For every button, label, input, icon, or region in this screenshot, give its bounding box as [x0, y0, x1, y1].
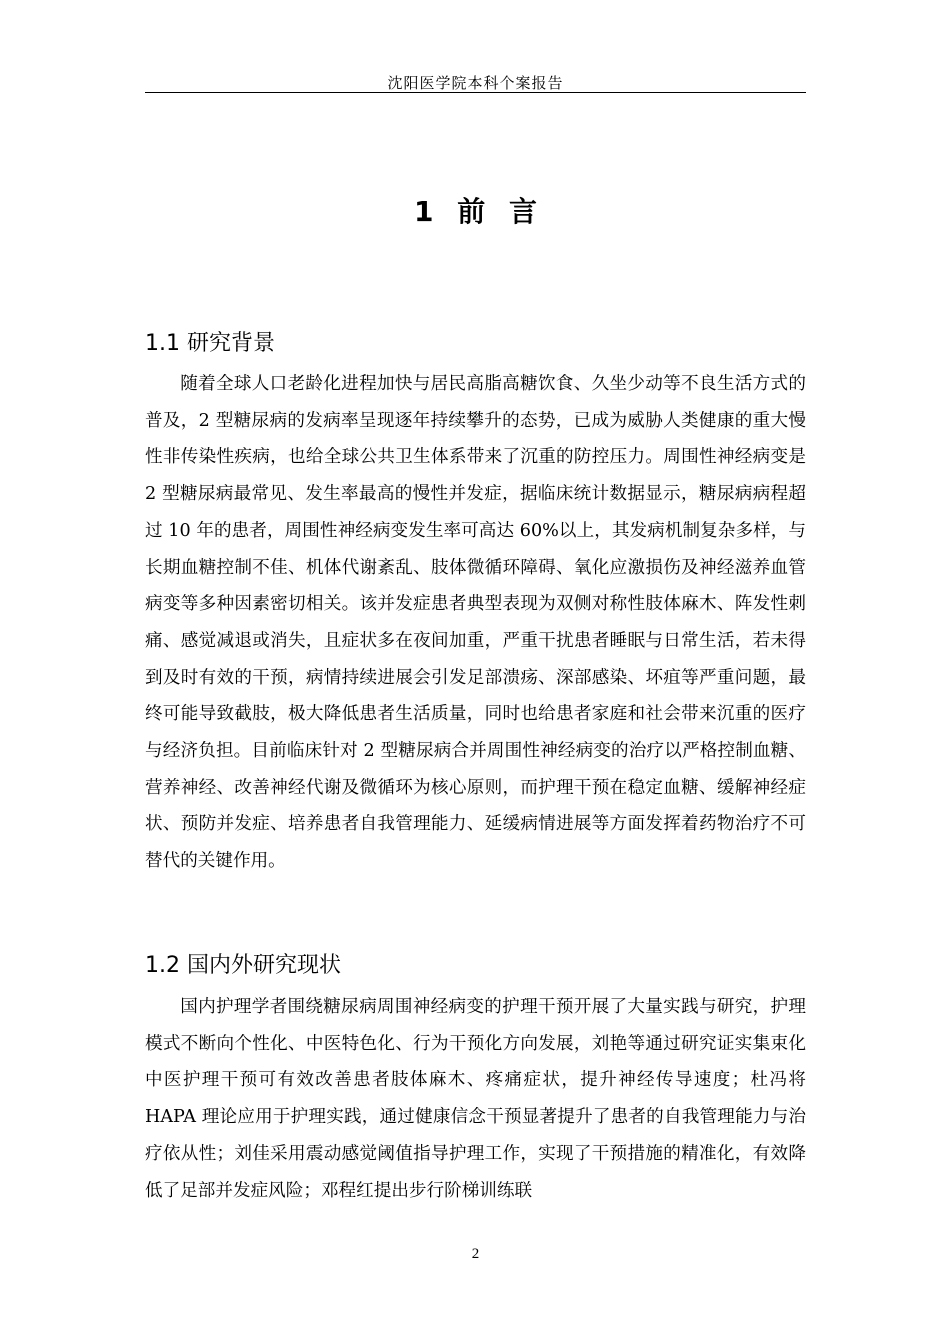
section-paragraph-1-2: 国内护理学者围绕糖尿病周围神经病变的护理干预开展了大量实践与研究，护理模式不断向个性化、中医特色化、行为干预化方向发展，刘艳等通过研究证实集束化中医护理干预可有效改善患者肢体麻木、疼痛症状，提升神经传导速度；杜冯将 HAPA 理论应用于护理实践，通过健康信念干预显著提升了患者的自我管理能力与治疗依从性；刘佳采用震动感觉阈值指导护理工作，实现了干预措施的精准化，有效降低了足部并发症风险；邓程红提出步行阶梯训练联	[145, 997, 806, 1201]
chapter-title: 1 前 言	[414, 195, 537, 228]
section-paragraph-1-1: 随着全球人口老龄化进程加快与居民高脂高糖饮食、久坐少动等不良生活方式的普及，2 型糖尿病的发病率呈现逐年持续攀升的态势，已成为威胁人类健康的重大慢性非传染性疾病，也给全球公共卫生体系带来了沉重的防控压力。周围性神经病变是 2 型糖尿病最常见、发生率最高的慢性并发症，据临床统计数据显示，糖尿病病程超过 10 年的患者，周围性神经病变发生率可高达 60%以上，其发病机制复杂多样，与长期血糖控制不佳、机体代谢紊乱、肢体微循环障碍、氧化应激损伤及神经滋养血管病变等多种因素密切相关。该并发症患者典型表现为双侧对称性肢体麻木、阵发性刺痛、感觉减退或消失，且症状多在夜间加重，严重干扰患者睡眠与日常生活，若未得到及时有效的干预，病情持续进展会引发足部溃疡、深部感染、坏疽等严重问题，最终可能导致截肢，极大降低患者生活质量，同时也给患者家庭和社会带来沉重的医疗与经济负担。目前临床针对 2 型糖尿病合并周围性神经病变的治疗以严格控制血糖、营养神经、改善神经代谢及微循环为核心原则，而护理干预在稳定血糖、缓解神经症状、预防并发症、培养患者自我管理能力、延缓病情进展等方面发挥着药物治疗不可替代的关键作用。	[145, 374, 806, 872]
section-heading-1-2: 1.2 国内外研究现状	[145, 953, 341, 978]
running-header: 沈阳医学院本科个案报告	[387, 74, 564, 92]
section-heading-1-1: 1.1 研究背景	[145, 331, 275, 356]
page-number: 2	[471, 1246, 480, 1262]
header-rule	[145, 92, 806, 93]
